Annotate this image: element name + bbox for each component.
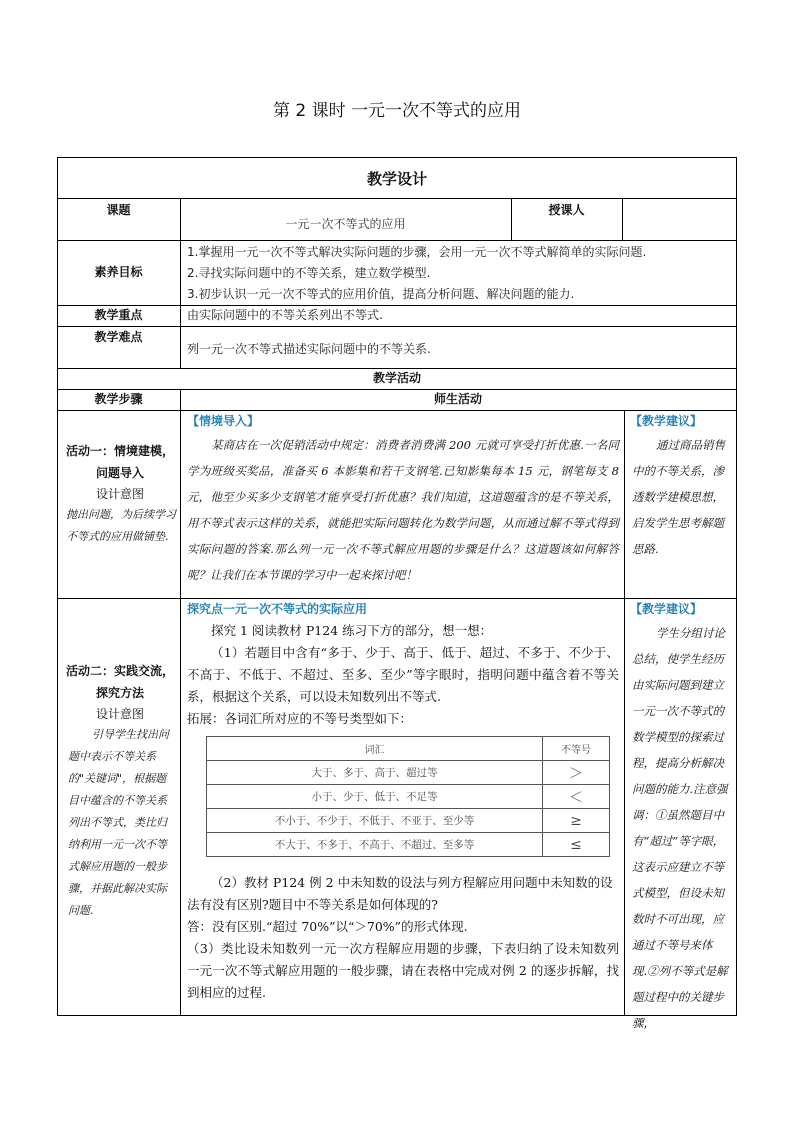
goals-list xyxy=(187,242,735,305)
activity2-suggestion-title: 【教学建议】 xyxy=(630,602,703,616)
difficulty-value: 列一元一次不等式描述实际问题中的不等关系. xyxy=(187,342,431,356)
vocab-words: 不大于、不多于、不高于、不超过、至多等 xyxy=(207,833,543,857)
activity2-q2: （2）教材 P124 例 2 中未知数的设法与列方程解应用问题中未知数的设法有没有区别?题目中不等关系是如何体现的? xyxy=(187,875,613,912)
vocab-sign: ≥ xyxy=(543,809,610,833)
goals-label: 素养目标 xyxy=(94,265,143,279)
activity2-intent: 引导学生找出问题中表示不等关系的"关键词"，根据题目中蕴含的不等关系列出不等式，类比归纳利用一元一次不等式解应用题的一般步骤，并据此解决实际问题. xyxy=(68,728,169,917)
goal-item: 3.初步认识一元一次不等式的应用价值，提高分析问题、解决问题的能力. xyxy=(187,287,575,301)
activities-heading: 教学活动 xyxy=(372,371,421,385)
teacher-student-header: 师生活动 xyxy=(433,392,482,406)
activity2-suggestion-text: 学生分组讨论总结，使学生经历由实际问题到建立一元一次不等式的数学模型的探索过程，提高分析解决问题的能力.注意强调：①虽然题目中有“超过”等字眼，这表示应建立不等式模型，但设未知数时不可出现，应通过不等号来体现.②列不等式是解题过程中的关键步骤， xyxy=(632,626,728,1030)
vocab-sign: ＜ xyxy=(543,785,610,809)
activity2-section-title: 探究点一元一次不等式的实际应用 xyxy=(187,602,368,616)
activity2-q3: （3）类比设未知数列一元一次方程解应用题的步骤，下表归纳了设未知数列一元一次不等式解应用题的一般步骤，请在表格中完成对例 2 的逐步拆解，找到相应的过程. xyxy=(187,941,619,1000)
activity2-a2: 答：没有区别.“超过 70%”以“＞70%”的形式体现. xyxy=(187,919,468,934)
difficulty-label: 教学难点 xyxy=(94,330,143,344)
key-point-label: 教学重点 xyxy=(94,308,143,322)
vocab-words: 不小于、不少于、不低于、不亚于、至少等 xyxy=(207,809,543,833)
activity2-explore: 探究 1 阅读教材 P124 练习下方的部分，想一想： xyxy=(211,623,493,638)
table-rule xyxy=(622,198,623,240)
vocab-table xyxy=(206,736,610,857)
activity1-intent: 抛出问题，为后续学习不等式的应用做铺垫. xyxy=(66,508,176,543)
activity2-intent-label: 设计意图 xyxy=(95,707,144,721)
table-rule xyxy=(57,198,737,199)
vocab-words: 大于、多于、高于、超过等 xyxy=(207,761,543,785)
table-row xyxy=(207,785,610,809)
table-row xyxy=(207,761,610,785)
activity2-left xyxy=(64,660,176,922)
activity2-name: 活动二：实践交流，探究方法 xyxy=(65,664,174,700)
teacher-label: 授课人 xyxy=(548,203,585,217)
table-row xyxy=(207,737,610,761)
course-value: 一元一次不等式的应用 xyxy=(285,217,406,231)
activity1-suggestion xyxy=(630,410,734,562)
activity1-suggestion-title: 【教学建议】 xyxy=(630,414,703,428)
vocab-col-sign: 不等号 xyxy=(543,737,610,761)
table-border-left xyxy=(57,157,58,1015)
table-row xyxy=(207,833,610,857)
activity2-extension: 拓展：各词汇所对应的不等号类型如下： xyxy=(187,711,413,726)
activity1-suggestion-text: 通过商品销售中的不等关系，渗透数学建模思想，启发学生思考解题思路. xyxy=(632,438,725,556)
activity2-questions xyxy=(187,872,619,1004)
vocab-sign: ≤ xyxy=(543,833,610,857)
activity1-section-title: 【情境导入】 xyxy=(187,414,260,428)
table-border-right xyxy=(736,157,737,1015)
table-border-top xyxy=(57,157,737,158)
vocab-sign: ＞ xyxy=(543,761,610,785)
table-rule xyxy=(624,410,625,1015)
table-row xyxy=(207,809,610,833)
goal-item: 2.寻找实际问题中的不等关系，建立数学模型. xyxy=(187,266,431,280)
activity1-name: 活动一：情境建模，问题导入 xyxy=(65,444,174,480)
activity1-text: 某商店在一次促销活动中规定：消费者消费满 200 元就可享受打折优惠.一名同学为班级买奖品，准备买 6 本影集和若干支钢笔.已知影集每本 15 元，钢笔每支 8 元，他至少买多少支钢笔才能享受打折优惠？我们知道，这道题蕴含的是不等关系，用不等式表示这样的关系，就能把实际问题转化为数学问题，从而通过解不等式得到实际问题的答案.那么列一元一次不等式解应用题的步骤是什么？这道题该如何解答呢？让我们在本节课的学习中一起来探讨吧！ xyxy=(187,438,619,582)
activity1-content xyxy=(187,410,619,588)
goal-item: 1.掌握用一元一次不等式解决实际问题的步骤，会用一元一次不等式解简单的实际问题. xyxy=(187,245,647,259)
table-rule xyxy=(57,240,737,241)
page-title: 第 2 课时 一元一次不等式的应用 xyxy=(272,101,522,121)
vocab-words: 小于、少于、低于、不足等 xyxy=(207,785,543,809)
course-label: 课题 xyxy=(106,203,131,217)
table-rule xyxy=(180,389,181,1015)
activity2-suggestion xyxy=(630,598,734,1036)
activity1-left xyxy=(64,440,176,548)
activity2-q1: （1）若题目中含有“多于、少于、高于、低于、超过、不多于、不少于、不高于、不低于、不超过、至多、至少”等字眼时，指明问题中蕴含着不等关系，根据这个关系，可以设未知数列出不等式. xyxy=(187,645,619,704)
vocab-col-words: 词汇 xyxy=(207,737,543,761)
steps-header: 教学步骤 xyxy=(94,392,143,406)
key-point-value: 由实际问题中的不等关系列出不等式. xyxy=(187,308,383,322)
activity2-content xyxy=(187,598,619,730)
table-heading: 教学设计 xyxy=(366,170,427,188)
activity1-intent-label: 设计意图 xyxy=(95,487,144,501)
